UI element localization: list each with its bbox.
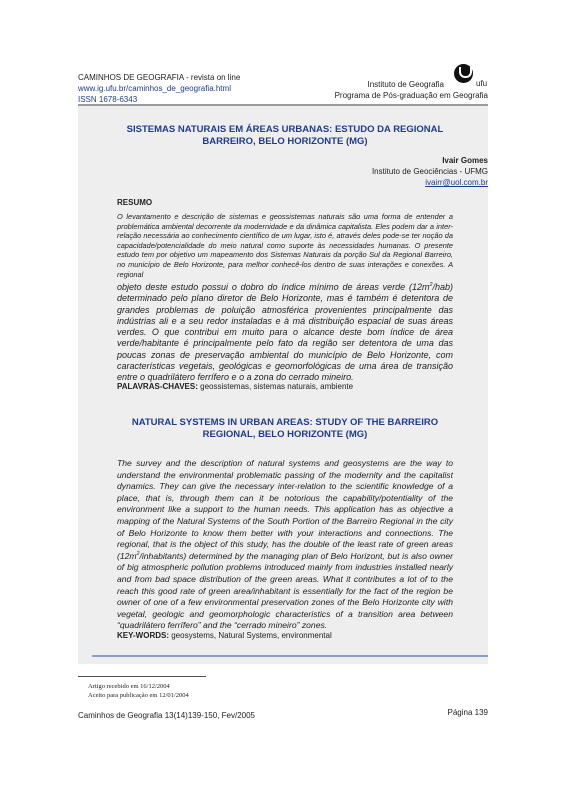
top-divider [78, 104, 488, 106]
footer-page-number: Página 139 [447, 708, 488, 717]
abstract-en-part2: /inhabitants) determined by the managing plan of Belo Horizont, but is also owner of big atmospheric pollution problems introduced mainly from industries installed nearly and from bad space distribution of the green areas. What it contributes a lot of to the reach this good rate of green area/inhabitant is essentially for the fact of the region be owner of one of a few environmental preservation zones of the Belo Horizonte city with vegetal, geologic and geomorphologic characteristics of a transition area between “quadrilátero ferrífero” and the “cerrado mineiro” zones. [117, 550, 453, 631]
author-email-link[interactable]: ivairr@uol.com.br [425, 178, 488, 187]
footnote-rule [78, 676, 206, 677]
journal-url-link[interactable]: www.ig.ufu.br/caminhos_de_geografia.html [78, 84, 231, 93]
palavras-chaves [117, 382, 353, 391]
resumo-text-part2 [117, 282, 453, 384]
author-affiliation: Instituto de Geociências - UFMG [371, 167, 488, 176]
article-title-en: NATURAL SYSTEMS IN URBAN AREAS: STUDY OF THE BARREIRO REGIONAL, BELO HORIZONTE (MG) [131, 417, 439, 440]
footnote [88, 682, 189, 700]
institute-name: Instituto de Geografia [367, 80, 444, 89]
journal-name: CAMINHOS DE GEOGRAFIA - revista on line [78, 73, 241, 82]
institution-header [335, 79, 488, 101]
abstract-en-text [117, 458, 453, 632]
key-words-value: geosystems, Natural Systems, environmental [169, 631, 332, 640]
bottom-divider [92, 655, 488, 657]
abstract-en-superscript: 2 [136, 550, 140, 557]
article-title-pt: SISTEMAS NATURAIS EM ÁREAS URBANAS: ESTUDO DA REGIONAL BARREIRO, BELO HORIZONTE (MG) [126, 124, 444, 147]
key-words [117, 631, 332, 640]
key-words-label: KEY-WORDS: [117, 631, 169, 640]
footnote-accepted: Aceito para publicação em 12/01/2004 [88, 692, 189, 699]
resumo-superscript: 2 [429, 282, 433, 288]
abstract-en-part1: The survey and the description of natural systems and geosystems are the way to understand the environmental problematic passing of the modernity and the capitalist dynamics. They can give the necessary inter-relation to the scientific knowledge of a place, that is, through them can it be notorious the capability/potentiality of the environment like a support to the human needs. This application has as objective a mapping of the Natural Systems of the South Portion of the Barreiro Regional in the city of Belo Horizonte to know them better with your interactions and connections. The regional, that is the object of this study, has the double of the least rate of green areas (12m [117, 458, 453, 561]
resumo-text-part2b: /hab) determinado pelo plano diretor de Belo Horizonte, mas é também é detentora de grandes problemas de poluição atmosférica provenientes principalmente das indústrias ali e a seu redor instaladas e à má distribuição espacial de suas áreas verdes. O que contribui em muito para o alcance deste bom índice de área verde/habitante é principalmente pelo fato da região ser detentora de uma das poucas zonas de preservação ambiental do município de Belo Horizonte, com características vegetais, geológicas e geomorfológicas de uma área de transição entre o quadrilátero ferrífero e o a zona do cerrado mineiro. [117, 282, 453, 383]
resumo-heading: RESUMO [117, 198, 153, 207]
journal-header [78, 72, 240, 105]
palavras-chaves-label: PALAVRAS-CHAVES: [117, 382, 198, 391]
journal-issn: ISSN 1678-6343 [78, 95, 138, 104]
footnote-received: Artigo recebido em 16/12/2004 [88, 683, 170, 690]
resumo-text-part1: O levantamento e descrição de sistemas e geossistemas naturais são uma forma de entender a problemática ambiental decorrente da modernidade e da dinâmica capitalista. Eles podem dar a inter-relação necessária ao conhecimento científico de um lugar, isto é, através deles pode-se ter noção da capacidade/potencialidade do meio natural como suporte às necessidades humanas. O presente estudo tem por objetivo um mapeamento dos Sistemas Naturais da porção Sul da Regional Barreiro, no município de Belo Horizonte, para melhor conhecê-los dentro de suas interações e conexões. A regional [117, 212, 453, 279]
palavras-chaves-value: geossistemas, sistemas naturais, ambiente [197, 382, 354, 391]
ufu-logo-text: ufu [476, 79, 488, 88]
author-name: Ivair Gomes [442, 156, 488, 165]
resumo-text-part2a: objeto deste estudo possui o dobro do índice mínimo de áreas verde (12m [117, 282, 430, 292]
program-name: Programa de Pós-graduação em Geografia [334, 91, 488, 100]
footer-citation: Caminhos de Geografia 13(14)139-150, Fev/2005 [78, 711, 255, 720]
author-block [372, 155, 488, 188]
